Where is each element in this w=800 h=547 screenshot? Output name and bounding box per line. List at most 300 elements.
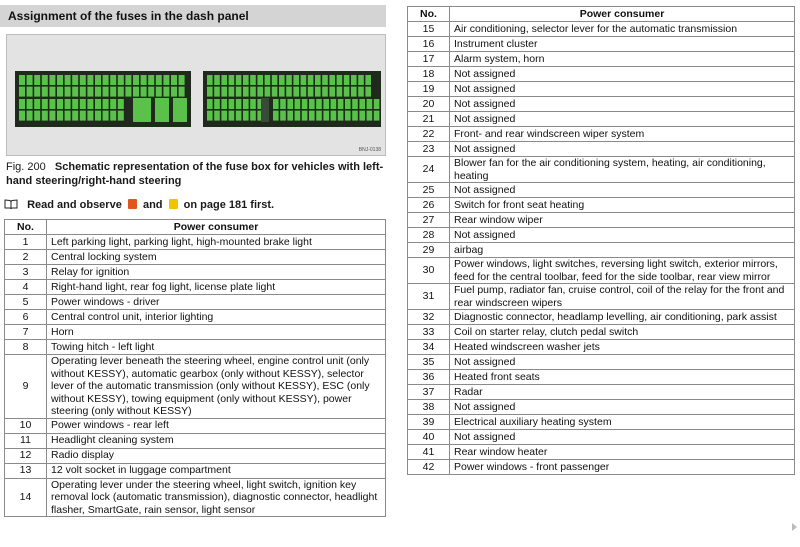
fuse-slot — [95, 75, 101, 85]
power-consumer: Electrical auxiliary heating system — [450, 415, 795, 430]
power-consumer: Air conditioning, selector lever for the automatic transmission — [450, 22, 795, 37]
fuse-number: 32 — [408, 310, 450, 325]
fuse-slot — [345, 111, 351, 121]
caption-text: Schematic representation of the fuse box for vehicles with left-hand steering/right-hand steering — [6, 161, 384, 187]
fuse-number: 24 — [408, 157, 450, 183]
fuse-slot — [338, 111, 344, 121]
power-consumer: Not assigned — [450, 183, 795, 198]
fuse-slot — [19, 111, 25, 121]
table-row — [408, 430, 795, 445]
fuse-slot — [243, 99, 249, 109]
fuse-number: 21 — [408, 112, 450, 127]
caption-label: Fig. 200 — [6, 161, 46, 173]
fuse-slot — [265, 87, 271, 97]
fuse-number: 35 — [408, 355, 450, 370]
fuse-slot — [57, 87, 63, 97]
fuse-slot — [250, 99, 256, 109]
fuse-slot — [156, 87, 162, 97]
power-consumer: Front- and rear windscreen wiper system — [450, 127, 795, 142]
power-consumer: Not assigned — [450, 400, 795, 415]
fuse-slot — [87, 75, 93, 85]
table-row — [408, 213, 795, 228]
fuse-slot — [250, 111, 256, 121]
fuse-slot — [49, 75, 55, 85]
fuse-slot — [345, 99, 351, 109]
table-row — [408, 22, 795, 37]
power-consumer: Central locking system — [47, 250, 386, 265]
caution-icon[interactable] — [169, 199, 178, 209]
relay-block — [155, 98, 169, 122]
fuse-box-diagram — [7, 35, 385, 155]
fuse-slot — [103, 75, 109, 85]
fuse-slot — [19, 99, 25, 109]
power-consumer: Coil on starter relay, clutch pedal switch — [450, 325, 795, 340]
fuse-slot — [95, 111, 101, 121]
fuse-slot — [331, 99, 337, 109]
fuse-slot — [301, 75, 307, 85]
power-consumer: airbag — [450, 243, 795, 258]
fuse-slot — [214, 99, 220, 109]
table-row — [5, 355, 386, 419]
power-consumer: Diagnostic connector, headlamp levelling, air conditioning, park assist — [450, 310, 795, 325]
fuse-slot — [207, 75, 213, 85]
fuse-slot — [257, 87, 263, 97]
power-consumer: Rear window wiper — [450, 213, 795, 228]
fuse-slot — [323, 99, 329, 109]
fuse-slot — [365, 87, 371, 97]
fuse-slot — [236, 87, 242, 97]
header-no: No. — [408, 7, 450, 22]
fuse-table-left — [4, 219, 386, 517]
fuse-number: 10 — [5, 418, 47, 433]
next-page-arrow-icon[interactable] — [792, 523, 797, 531]
fuse-slot — [302, 99, 308, 109]
fuse-number: 14 — [5, 478, 47, 517]
table-row — [408, 97, 795, 112]
fuse-slot — [57, 99, 63, 109]
fuse-slot — [221, 111, 227, 121]
table-header-row — [408, 7, 795, 22]
table-row — [5, 250, 386, 265]
fuse-slot — [302, 111, 308, 121]
table-row — [408, 157, 795, 183]
fuse-slot — [309, 111, 315, 121]
fuse-slot — [293, 87, 299, 97]
fuse-slot — [308, 75, 314, 85]
fuse-slot — [87, 87, 93, 97]
fuse-slot — [367, 99, 373, 109]
power-consumer: Not assigned — [450, 97, 795, 112]
fuse-slot — [229, 99, 235, 109]
fuse-slot — [27, 75, 33, 85]
fuse-slot — [287, 99, 293, 109]
table-row — [408, 112, 795, 127]
power-consumer: Radio display — [47, 448, 386, 463]
fuse-number: 33 — [408, 325, 450, 340]
table-row — [5, 310, 386, 325]
fuse-slot — [34, 111, 40, 121]
table-row — [5, 433, 386, 448]
right-column — [405, 0, 795, 547]
power-consumer: Operating lever beneath the steering wheel, engine control unit (only without KESSY), automatic gearbox (only without KESSY), selector lever of the automatic transmission (only without KESSY), ESC (only without KESSY), towing equipment (only without KESSY), power steering (only without KESSY) — [47, 355, 386, 419]
fuse-slot — [337, 75, 343, 85]
fuse-number: 31 — [408, 284, 450, 310]
power-consumer: Power windows - driver — [47, 295, 386, 310]
fuse-slot — [57, 111, 63, 121]
power-consumer: Power windows - rear left — [47, 418, 386, 433]
fuse-slot — [42, 87, 48, 97]
relay-block — [173, 98, 187, 122]
fuse-number: 15 — [408, 22, 450, 37]
fuse-slot — [243, 111, 249, 121]
fuse-slot — [250, 75, 256, 85]
fuse-slot — [359, 99, 365, 109]
fuse-slot — [367, 111, 373, 121]
fuse-slot — [27, 99, 33, 109]
fuse-slot — [316, 99, 322, 109]
fuse-number: 30 — [408, 258, 450, 284]
header-no: No. — [5, 220, 47, 235]
fuse-slot — [352, 111, 358, 121]
fuse-slot — [295, 99, 301, 109]
table-row — [5, 478, 386, 517]
fuse-number: 1 — [5, 235, 47, 250]
fuse-slot — [103, 99, 109, 109]
table-row — [408, 445, 795, 460]
fuse-slot — [27, 111, 33, 121]
left-column — [0, 0, 390, 547]
fuse-slot — [280, 111, 286, 121]
fuse-number: 28 — [408, 228, 450, 243]
power-consumer: Not assigned — [450, 228, 795, 243]
fuse-slot — [133, 75, 139, 85]
fuse-slot — [358, 75, 364, 85]
fuse-slot — [207, 111, 213, 121]
fuse-slot — [49, 111, 55, 121]
fuse-slot — [280, 99, 286, 109]
fuse-number: 16 — [408, 37, 450, 52]
fuse-slot — [49, 87, 55, 97]
fuse-slot — [207, 99, 213, 109]
fuse-number: 13 — [5, 463, 47, 478]
fuse-table-right — [407, 6, 795, 475]
fuse-slot — [322, 75, 328, 85]
table-row — [408, 67, 795, 82]
fuse-slot — [34, 75, 40, 85]
table-row — [408, 340, 795, 355]
fuse-slot — [133, 87, 139, 97]
table-row — [5, 448, 386, 463]
fuse-slot — [110, 75, 116, 85]
fuse-slot — [34, 99, 40, 109]
fuse-number: 5 — [5, 295, 47, 310]
power-consumer: Left parking light, parking light, high-mounted brake light — [47, 235, 386, 250]
fuse-slot — [42, 75, 48, 85]
fuse-slot — [125, 87, 131, 97]
fuse-slot — [273, 111, 279, 121]
power-consumer: Alarm system, horn — [450, 52, 795, 67]
table-row — [408, 243, 795, 258]
fuse-number: 25 — [408, 183, 450, 198]
fuse-slot — [87, 99, 93, 109]
fuse-slot — [141, 87, 147, 97]
power-consumer: Operating lever under the steering wheel, light switch, ignition key removal lock (automatic transmission), diagnostic connector, headlight flasher, SmartGate, rain sensor, light sensor — [47, 478, 386, 517]
fuse-number: 29 — [408, 243, 450, 258]
fuse-slot — [337, 87, 343, 97]
fuse-slot — [171, 75, 177, 85]
table-row — [408, 258, 795, 284]
fuse-number: 37 — [408, 385, 450, 400]
fuse-slot — [214, 75, 220, 85]
section-title: Assignment of the fuses in the dash panel — [0, 5, 386, 27]
fuse-slot — [163, 87, 169, 97]
fuse-number: 19 — [408, 82, 450, 97]
fuse-slot — [316, 111, 322, 121]
divider-block — [261, 98, 269, 122]
table-row — [408, 310, 795, 325]
power-consumer: 12 volt socket in luggage compartment — [47, 463, 386, 478]
fuse-number: 4 — [5, 280, 47, 295]
power-consumer: Not assigned — [450, 430, 795, 445]
fuse-slot — [72, 87, 78, 97]
fuse-slot — [236, 75, 242, 85]
fuse-slot — [374, 111, 380, 121]
fuse-slot — [148, 75, 154, 85]
fuse-slot — [351, 75, 357, 85]
power-consumer: Radar — [450, 385, 795, 400]
power-consumer: Heated windscreen washer jets — [450, 340, 795, 355]
fuse-slot — [57, 75, 63, 85]
fuse-slot — [229, 87, 235, 97]
fuse-number: 12 — [5, 448, 47, 463]
power-consumer: Central control unit, interior lighting — [47, 310, 386, 325]
fuse-slot — [65, 111, 71, 121]
table-row — [408, 52, 795, 67]
table-row — [408, 385, 795, 400]
fuse-slot — [293, 75, 299, 85]
fuse-slot — [279, 87, 285, 97]
fuse-slot — [118, 99, 124, 109]
fuse-number: 42 — [408, 460, 450, 475]
power-consumer: Not assigned — [450, 142, 795, 157]
table-row — [5, 280, 386, 295]
fuse-box-figure — [6, 34, 386, 156]
fuse-slot — [221, 87, 227, 97]
fuse-slot — [214, 111, 220, 121]
fuse-slot — [301, 87, 307, 97]
fuse-slot — [315, 75, 321, 85]
fuse-number: 39 — [408, 415, 450, 430]
fuse-slot — [308, 87, 314, 97]
fuse-slot — [352, 99, 358, 109]
fuse-slot — [87, 111, 93, 121]
fuse-slot — [344, 87, 350, 97]
figure-code: BNJ-0138 — [358, 147, 381, 153]
power-consumer: Rear window heater — [450, 445, 795, 460]
power-consumer: Not assigned — [450, 67, 795, 82]
fuse-slot — [236, 111, 242, 121]
table-row — [408, 142, 795, 157]
fuse-number: 27 — [408, 213, 450, 228]
fuse-slot — [72, 75, 78, 85]
table-row — [408, 82, 795, 97]
table-row — [5, 325, 386, 340]
table-row — [5, 463, 386, 478]
fuse-slot — [243, 75, 249, 85]
fuse-slot — [229, 75, 235, 85]
header-consumer: Power consumer — [450, 7, 795, 22]
fuse-slot — [110, 99, 116, 109]
fuse-number: 17 — [408, 52, 450, 67]
fuse-slot — [359, 111, 365, 121]
fuse-slot — [295, 111, 301, 121]
fuse-slot — [279, 75, 285, 85]
fuse-number: 18 — [408, 67, 450, 82]
fuse-slot — [49, 99, 55, 109]
table-row — [408, 415, 795, 430]
fuse-slot — [80, 87, 86, 97]
fuse-slot — [286, 87, 292, 97]
fuse-number: 34 — [408, 340, 450, 355]
fuse-number: 20 — [408, 97, 450, 112]
fuse-slot — [243, 87, 249, 97]
fuse-slot — [163, 75, 169, 85]
fuse-slot — [141, 75, 147, 85]
fuse-slot — [125, 75, 131, 85]
fuse-slot — [331, 111, 337, 121]
fuse-number: 7 — [5, 325, 47, 340]
notice-and: and — [142, 199, 163, 211]
table-row — [408, 183, 795, 198]
fuse-slot — [221, 99, 227, 109]
power-consumer: Blower fan for the air conditioning system, heating, air conditioning, heating — [450, 157, 795, 183]
fuse-slot — [118, 75, 124, 85]
fuse-slot — [229, 111, 235, 121]
notice-suffix: on page 181 first. — [183, 199, 275, 211]
fuse-slot — [315, 87, 321, 97]
fuse-slot — [257, 75, 263, 85]
fuse-slot — [329, 75, 335, 85]
fuse-slot — [171, 87, 177, 97]
fuse-slot — [365, 75, 371, 85]
fuse-slot — [338, 99, 344, 109]
fuse-slot — [358, 87, 364, 97]
power-consumer: Right-hand light, rear fog light, license plate light — [47, 280, 386, 295]
fuse-slot — [309, 99, 315, 109]
fuse-slot — [118, 87, 124, 97]
power-consumer: Relay for ignition — [47, 265, 386, 280]
notice-prefix: Read and observe — [27, 199, 122, 211]
table-header-row — [5, 220, 386, 235]
table-row — [408, 355, 795, 370]
fuse-slot — [250, 87, 256, 97]
fuse-slot — [272, 87, 278, 97]
power-consumer: Headlight cleaning system — [47, 433, 386, 448]
fuse-slot — [95, 87, 101, 97]
read-notice — [4, 198, 386, 212]
fuse-slot — [179, 75, 185, 85]
fuse-slot — [286, 75, 292, 85]
fuse-slot — [272, 75, 278, 85]
fuse-number: 11 — [5, 433, 47, 448]
fuse-slot — [156, 75, 162, 85]
fuse-slot — [42, 111, 48, 121]
power-consumer: Switch for front seat heating — [450, 198, 795, 213]
power-consumer: Heated front seats — [450, 370, 795, 385]
fuse-number: 40 — [408, 430, 450, 445]
table-row — [5, 418, 386, 433]
table-row — [5, 295, 386, 310]
fuse-slot — [19, 87, 25, 97]
fuse-slot — [65, 99, 71, 109]
power-consumer: Power windows - front passenger — [450, 460, 795, 475]
fuse-slot — [265, 75, 271, 85]
fuse-slot — [110, 111, 116, 121]
fuse-slot — [65, 75, 71, 85]
fuse-slot — [221, 75, 227, 85]
table-row — [408, 127, 795, 142]
relay-block — [133, 98, 151, 122]
power-consumer: Instrument cluster — [450, 37, 795, 52]
fuse-slot — [103, 111, 109, 121]
power-consumer: Not assigned — [450, 82, 795, 97]
table-row — [408, 198, 795, 213]
power-consumer: Power windows, light switches, reversing light switch, exterior mirrors, feed for the central toolbar, feed for the side toolbar, rear view mirror — [450, 258, 795, 284]
table-row — [408, 228, 795, 243]
fuse-number: 8 — [5, 340, 47, 355]
table-row — [5, 265, 386, 280]
fuse-slot — [322, 87, 328, 97]
table-row — [408, 37, 795, 52]
power-consumer: Horn — [47, 325, 386, 340]
fuse-slot — [42, 99, 48, 109]
fuse-slot — [80, 99, 86, 109]
fuse-slot — [27, 87, 33, 97]
fuse-slot — [103, 87, 109, 97]
fuse-slot — [80, 75, 86, 85]
fuse-slot — [118, 111, 124, 121]
table-row — [408, 284, 795, 310]
fuse-number: 23 — [408, 142, 450, 157]
fuse-number: 2 — [5, 250, 47, 265]
table-row — [408, 460, 795, 475]
table-row — [5, 235, 386, 250]
warning-icon[interactable] — [128, 199, 137, 209]
fuse-slot — [323, 111, 329, 121]
fuse-slot — [236, 99, 242, 109]
power-consumer: Towing hitch - left light — [47, 340, 386, 355]
fuse-number: 41 — [408, 445, 450, 460]
fuse-slot — [351, 87, 357, 97]
figure-caption — [6, 160, 386, 188]
fuse-slot — [95, 99, 101, 109]
power-consumer: Fuel pump, radiator fan, cruise control, coil of the relay for the front and rear windscreen wipers — [450, 284, 795, 310]
fuse-slot — [34, 87, 40, 97]
fuse-slot — [19, 75, 25, 85]
fuse-slot — [179, 87, 185, 97]
table-row — [5, 340, 386, 355]
fuse-number: 22 — [408, 127, 450, 142]
fuse-number: 36 — [408, 370, 450, 385]
fuse-number: 26 — [408, 198, 450, 213]
book-icon — [4, 199, 18, 209]
fuse-slot — [65, 87, 71, 97]
fuse-number: 6 — [5, 310, 47, 325]
fuse-slot — [72, 111, 78, 121]
fuse-slot — [110, 87, 116, 97]
fuse-slot — [329, 87, 335, 97]
table-row — [408, 400, 795, 415]
